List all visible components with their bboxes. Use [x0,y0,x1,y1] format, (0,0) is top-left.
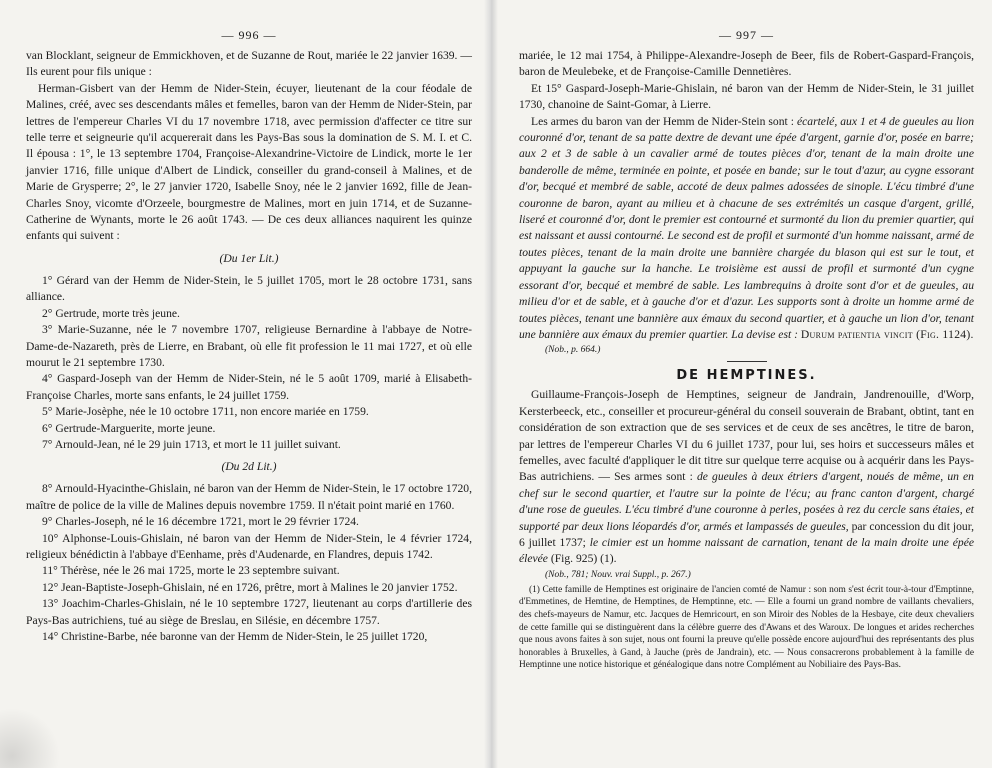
hemptines-cimier: le cimier est un homme naissant de carnation, tenant de la main droite une épée élevée [519,535,974,566]
hemptines-figure-ref: (Fig. 925) (1). [550,552,617,566]
left-page [0,0,489,768]
child-entry: 4° Gaspard-Joseph van der Hemm de Nider-Stein, né le 5 août 1709, marié à Elisabeth-Françoise Charles, morte sans enfants, le 24 juillet 1759. [26,372,472,402]
child-entry: 10° Alphonse-Louis-Ghislain, né baron van der Hemm de Nider-Stein, le 4 février 1724, religieux bénédictin à l'abbaye d'Eenhame, près d'Audenarde, en Flandres, depuis 1742. [26,531,472,561]
scan-smudge [0,708,60,768]
paragraph-christine-barbe-cont: mariée, le 12 mai 1754, à Philippe-Alexandre-Joseph de Beer, fils de Robert-Gaspard-François, baron de Meulebeke, et de Françoise-Camille Dennetières. [519,49,974,79]
page-number-right: — 997 — [719,28,774,42]
arms-intro: Les armes du baron van der Hemm de Nider-Stein sont : [531,114,794,128]
paragraph-hemptines [519,387,974,567]
arms-blazon: écartelé, aux 1 et 4 de gueules au lion couronné d'or, tenant de sa patte dextre de devant une épée d'argent, garnie d'or, posée en barre; aux 2 et 3 de sable à un cavalier armé de toutes pièces d'or, tenant de la main droite une banderolle de même, terminée en pointe, et posée en bande; sur le tout d'azur, au cygne essorant d'or, becqué et membré de sable, accoté de deux palmes adossées de sinople. L'écu timbré d'une couronne de baron, ayant au milieu et à chacune de ses extrémités un casque d'argent, grillé, liseré et couronné d'or, dont le premier est contourné et surmonté du lion du premier quartier, qui est naissant et aussi contourné. Le second est de profil et surmonté d'un homme naissant, armé de toutes pièces, tenant de la main droite une bannière chargée du blason qui est sur le tout, et appuyant la gauche sur la hanche. Le troisième est aussi de profil et surmonté d'un cygne essorant d'or, becqué et membré de sable. Les lambrequins à droite sont d'or et de gueules, au milieu d'or et de sable, et à gauche d'or et d'azur. Les supports sont à droite un homme armé de toutes pièces, tenant une bannière aux émaux du second quartier, et à gauche un lion d'or, tenant une bannière aux émaux du premier quartier. La devise est : [519,114,974,341]
footnote-hemptines: (1) Cette famille de Hemptines est originaire de l'ancien comté de Namur : son nom s'est écrit tour-à-tour d'Emptinne, d'Emmetines, de Hemtine, de Hemptines, de Hemptinne, etc. — Elle a fourni un grand nombre de vaillants chevaliers, des chefs-mayeurs de Namur, etc. Jacques de Hemricourt, en son Miroir des Nobles de la Hesbaye, cite deux chevaliers de cette famille qui se distinguèrent dans la célèbre guerre des d'Awans et des Waroux. De longues et arides recherches que nous avons faites à son sujet, nous ont fourni la preuve qu'elle possède encore aujourd'hui des représentants des plus honorables à Bruxelles, à Gand, à Jauche (près de Jandrain), etc. — Nous consacrerons probablement à la famille de Hemptinne une notice historique et généalogique dans notre Complément au Nobiliaire des Pays-Bas. [519,584,974,671]
child-entry: 8° Arnould-Hyacinthe-Ghislain, né baron van der Hemm de Nider-Stein, le 17 octobre 1720, maître de police de la ville de Malines depuis novembre 1759. Il n'était point marié en 1760. [26,482,472,512]
paragraph-herman-gisbert: Herman-Gisbert van der Hemm de Nider-Stein, écuyer, lieutenant de la cour féodale de Malines, créé, avec ses descendants mâles et femelles, baron van der Hemm de Nider-Stein, par lettres de l'empereur Charles VI du 17 novembre 1718, avec permission d'affecter ce titre sur telle terre et seigneurie qu'il acquererait dans les Pays-Bas sous la domination de S. M. I. et C. Il épousa : 1°, le 13 septembre 1704, Françoise-Alexandrine-Victoire de Lindick, morte le 1er janvier 1716, fille unique d'Albert de Lindick, conseiller du grand-conseil à Malines, et de Marie de Grysperre; 2°, le 27 janvier 1720, Isabelle Snoy, née le 2 janvier 1692, fille de Jean-Charles Snoy, vicomte d'Orzeele, bourgmestre de Malines, mort en juin 1714, et de Suzanne-Catherine de Wynants, morte le 26 août 1743. — De ces deux alliances naquirent les quinze enfants qui suivent : [26,81,472,243]
reference-nobiliaire-2: (Nob., 781; Nouv. vrai Suppl., p. 267.) [545,569,691,580]
child-entry: 1° Gérard van der Hemm de Nider-Stein, le 5 juillet 1705, mort le 28 octobre 1731, sans alliance. [26,273,472,304]
child-entry: 5° Marie-Josèphe, née le 10 octobre 1711, non encore mariée en 1759. [42,405,369,419]
child-entry: 12° Jean-Baptiste-Joseph-Ghislain, né en 1726, prêtre, mort à Malines le 20 janvier 1752. [42,580,458,594]
child-entry: 6° Gertrude-Marguerite, morte jeune. [42,421,216,435]
paragraph-gaspard-joseph: Et 15° Gaspard-Joseph-Marie-Ghislain, né baron van der Hemm de Nider-Stein, le 31 juillet 1730, chanoine de Saint-Gomar, à Lierre. [519,81,974,112]
hemptines-text: Guillaume-François-Joseph de Hemptines, seigneur de Jandrain, Jandrenouille, d'Worp, Kersterbeeck, etc., conseiller et procureur-général du conseil souverain de Brabant, obtint, tant en considération de son extraction que de ses services et de ceux de ses ancêtres, le titre de baron, par lettres de l'empereur Charles VI du 6 juillet 1737, pour lui, ses hoirs et successeurs mâles et femelles, avec faculté d'appliquer le dit titre sur quelque terre acquise ou à acquérir dans les Pays-Bas autrichiens. — Ses armes sont : [519,388,974,484]
section-heading-hemptines: DE HEMPTINES. [676,368,817,384]
child-entry: 9° Charles-Joseph, né le 16 décembre 1721, mort le 29 février 1724. [42,515,359,529]
right-page [489,0,992,768]
child-entry: 7° Arnould-Jean, né le 29 juin 1713, et mort le 11 juillet suivant. [42,437,341,451]
first-marriage-heading: (Du 1er Lit.) [219,251,279,265]
hemptines-blazon: de gueules à deux étriers d'argent, noués de même, un en chef sur le second quartier, et l'autre sur la pointe de l'écu; au franc canton d'argent, chargé d'une rose de gueules. L'écu timbré d'une couronne à perles, posées à rez du cercle sans étaies, et supporté par deux lions léopardés d'or, armés et lampassés de gueules, [519,470,974,533]
paragraph-arms-nider-stein [519,114,974,344]
reference-nobiliaire-1: (Nob., p. 664.) [545,345,601,356]
page-number-left: — 996 — [221,28,277,42]
paragraph-intro: van Blocklant, seigneur de Emmickhoven, et de Suzanne de Rout, mariée le 22 janvier 1639. — Ils eurent pour fils unique : [26,49,472,79]
children-first-marriage [26,273,472,453]
second-marriage-heading: (Du 2d Lit.) [221,460,277,474]
child-entry: 3° Marie-Suzanne, née le 7 novembre 1707, religieuse Bernardine à l'abbaye de Notre-Dame-de-Nazareth, près de Lierre, en Brabant, où elle fit profession le 11 mai 1727, et où elle mourut le 21 septembre 1730. [26,323,472,369]
children-second-marriage [26,481,472,645]
child-entry: 14° Christine-Barbe, née baronne van der Hemm de Nider-Stein, le 25 juillet 1720, [42,630,428,643]
hemptines-concession: par concession du dit jour, 6 juillet 1737; [519,519,974,549]
child-entry: 11° Thérèse, née le 26 mai 1725, morte le 23 septembre suivant. [42,564,340,578]
child-entry: 13° Joachim-Charles-Ghislain, né le 10 septembre 1727, lieutenant au corps d'artillerie des Pays-Bas autrichiens, tué au siège de Breslau, en Silésie, en décembre 1757. [26,597,472,627]
book-gutter [484,0,498,768]
arms-motto: Durum patientia vincit (Fig. 1124). [800,327,974,341]
child-entry: 2° Gertrude, morte très jeune. [42,306,180,320]
section-divider [727,361,767,362]
